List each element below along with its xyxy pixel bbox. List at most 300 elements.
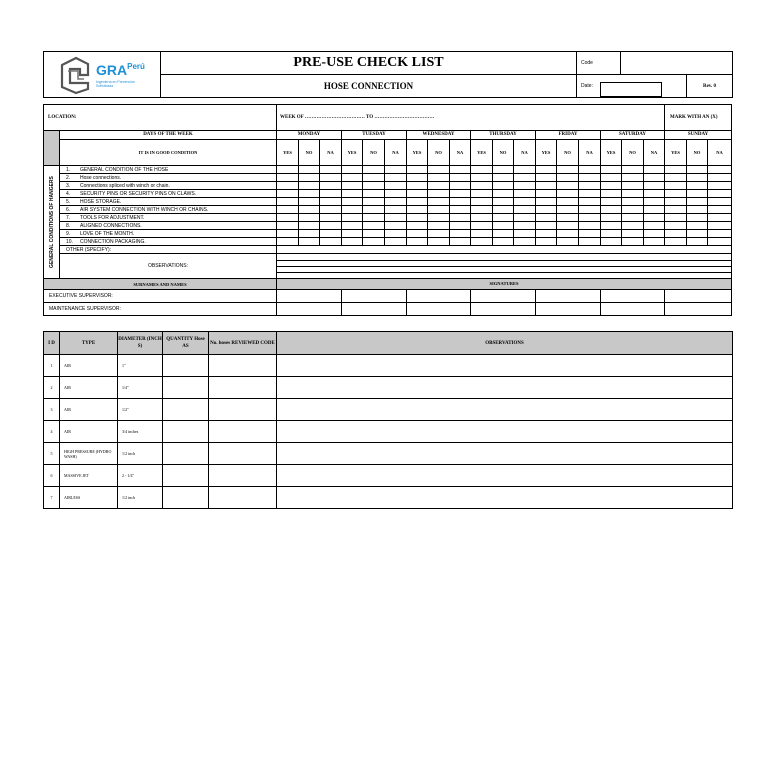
check-cell[interactable]: [579, 198, 601, 206]
check-cell[interactable]: [299, 238, 320, 246]
check-cell[interactable]: [493, 230, 514, 238]
check-cell[interactable]: [342, 206, 363, 214]
check-cell[interactable]: [407, 198, 428, 206]
check-cell[interactable]: [687, 230, 708, 238]
hose-diameter: 3/4 inches: [118, 421, 163, 443]
check-cell[interactable]: [514, 238, 536, 246]
check-cell[interactable]: [363, 238, 385, 246]
check-cell[interactable]: [579, 166, 601, 174]
code-field[interactable]: [621, 52, 733, 75]
check-cell[interactable]: [428, 206, 450, 214]
check-cell[interactable]: [299, 182, 320, 190]
check-cell[interactable]: [428, 182, 450, 190]
hose-observations-field[interactable]: [277, 399, 733, 421]
signature-cell[interactable]: [407, 303, 471, 316]
check-cell[interactable]: [579, 230, 601, 238]
check-cell[interactable]: [407, 238, 428, 246]
check-cell[interactable]: [342, 214, 363, 222]
option-yes-header: YES: [601, 140, 622, 166]
check-cell[interactable]: [407, 222, 428, 230]
check-cell[interactable]: [342, 198, 363, 206]
hose-type: AIR: [60, 421, 118, 443]
check-cell[interactable]: [536, 230, 557, 238]
hose-observations-field[interactable]: [277, 377, 733, 399]
check-cell[interactable]: [299, 230, 320, 238]
other-field[interactable]: [277, 246, 732, 254]
check-cell[interactable]: [493, 166, 514, 174]
check-cell[interactable]: [514, 190, 536, 198]
check-cell[interactable]: [708, 214, 732, 222]
check-cell[interactable]: [277, 182, 299, 190]
checklist-item: [60, 174, 277, 182]
hose-quantity-field[interactable]: [163, 487, 209, 509]
check-cell[interactable]: [644, 182, 665, 190]
check-cell[interactable]: [557, 214, 579, 222]
check-cell[interactable]: [687, 182, 708, 190]
signature-cell[interactable]: [277, 303, 342, 316]
check-cell[interactable]: [450, 230, 471, 238]
hose-reviewed-field[interactable]: [209, 399, 277, 421]
check-cell[interactable]: [320, 174, 342, 182]
hose-type: AIRLESS: [60, 487, 118, 509]
check-cell[interactable]: [363, 190, 385, 198]
check-cell[interactable]: [665, 166, 687, 174]
check-cell[interactable]: [708, 182, 732, 190]
check-cell[interactable]: [557, 190, 579, 198]
check-cell[interactable]: [428, 238, 450, 246]
check-cell[interactable]: [536, 190, 557, 198]
header-table: [43, 51, 733, 98]
check-cell[interactable]: [665, 190, 687, 198]
option-yes-header: YES: [471, 140, 493, 166]
check-cell[interactable]: [557, 182, 579, 190]
check-cell[interactable]: [536, 182, 557, 190]
check-cell[interactable]: [299, 166, 320, 174]
check-cell[interactable]: [407, 182, 428, 190]
item-text: HOSE STORAGE.: [80, 198, 122, 205]
check-cell[interactable]: [450, 166, 471, 174]
names-header: SURNAMES AND NAMES: [44, 279, 277, 290]
check-cell[interactable]: [579, 222, 601, 230]
week-label: WEEK OF ……………………………… TO ………………………………: [277, 105, 665, 131]
hose-observations-field[interactable]: [277, 465, 733, 487]
check-cell[interactable]: [493, 206, 514, 214]
check-cell[interactable]: [687, 190, 708, 198]
check-cell[interactable]: [536, 206, 557, 214]
check-cell[interactable]: [407, 230, 428, 238]
option-no-header: NO: [363, 140, 385, 166]
hose-reviewed-field[interactable]: [209, 377, 277, 399]
check-cell[interactable]: [277, 198, 299, 206]
check-cell[interactable]: [644, 206, 665, 214]
check-cell[interactable]: [665, 182, 687, 190]
hose-type: AIR: [60, 377, 118, 399]
option-no-header: NO: [299, 140, 320, 166]
check-cell[interactable]: [385, 206, 407, 214]
check-cell[interactable]: [644, 190, 665, 198]
check-cell[interactable]: [665, 222, 687, 230]
check-cell[interactable]: [514, 206, 536, 214]
check-cell[interactable]: [601, 206, 622, 214]
check-cell[interactable]: [665, 198, 687, 206]
check-cell[interactable]: [557, 238, 579, 246]
check-cell[interactable]: [385, 174, 407, 182]
signature-cell[interactable]: [536, 303, 601, 316]
check-cell[interactable]: [601, 214, 622, 222]
check-cell[interactable]: [579, 206, 601, 214]
check-cell[interactable]: [450, 174, 471, 182]
check-cell[interactable]: [601, 166, 622, 174]
check-cell[interactable]: [687, 222, 708, 230]
item-number: 6.: [66, 206, 71, 213]
check-cell[interactable]: [579, 174, 601, 182]
item-text: ALIGNED CONNECTIONS.: [80, 222, 142, 229]
check-cell[interactable]: [708, 198, 732, 206]
check-cell[interactable]: [407, 190, 428, 198]
check-cell[interactable]: [622, 174, 644, 182]
check-cell[interactable]: [708, 190, 732, 198]
observations-field[interactable]: [277, 254, 732, 279]
check-cell[interactable]: [622, 198, 644, 206]
check-cell[interactable]: [665, 214, 687, 222]
hose-observations-field[interactable]: [277, 443, 733, 465]
check-cell[interactable]: [644, 230, 665, 238]
check-cell[interactable]: [708, 174, 732, 182]
hose-quantity-field[interactable]: [163, 421, 209, 443]
logo-cell: [44, 52, 161, 98]
check-cell[interactable]: [407, 166, 428, 174]
side-label: GENERAL CONDITIONS OF HANGERS: [44, 166, 60, 279]
check-cell[interactable]: [450, 214, 471, 222]
check-cell[interactable]: [644, 214, 665, 222]
check-cell[interactable]: [363, 182, 385, 190]
check-cell[interactable]: [428, 230, 450, 238]
check-cell[interactable]: [342, 174, 363, 182]
check-cell[interactable]: [665, 230, 687, 238]
check-cell[interactable]: [363, 214, 385, 222]
check-cell[interactable]: [471, 198, 493, 206]
hose-reviewed-field[interactable]: [209, 487, 277, 509]
check-cell[interactable]: [320, 230, 342, 238]
check-cell[interactable]: [687, 166, 708, 174]
check-cell[interactable]: [579, 238, 601, 246]
check-cell[interactable]: [385, 222, 407, 230]
item-number: 8.: [66, 222, 71, 229]
check-cell[interactable]: [493, 198, 514, 206]
check-cell[interactable]: [320, 206, 342, 214]
hose-id: 3: [44, 399, 60, 421]
check-cell[interactable]: [299, 214, 320, 222]
check-cell[interactable]: [644, 198, 665, 206]
check-cell[interactable]: [342, 190, 363, 198]
check-cell[interactable]: [579, 190, 601, 198]
check-cell[interactable]: [514, 230, 536, 238]
check-cell[interactable]: [299, 198, 320, 206]
check-cell[interactable]: [299, 174, 320, 182]
item-text: LOVE OF THE MONTH.: [80, 230, 135, 237]
check-cell[interactable]: [493, 222, 514, 230]
check-cell[interactable]: [622, 166, 644, 174]
signature-cell[interactable]: [277, 290, 342, 303]
check-cell[interactable]: [687, 174, 708, 182]
check-cell[interactable]: [363, 174, 385, 182]
logo-icon: [58, 55, 94, 95]
check-cell[interactable]: [277, 214, 299, 222]
check-cell[interactable]: [514, 174, 536, 182]
option-na-header: NA: [579, 140, 601, 166]
check-cell[interactable]: [471, 190, 493, 198]
check-cell[interactable]: [708, 166, 732, 174]
check-cell[interactable]: [385, 182, 407, 190]
check-cell[interactable]: [665, 206, 687, 214]
check-cell[interactable]: [708, 206, 732, 214]
day-thursday: THURSDAY: [471, 131, 536, 140]
check-cell[interactable]: [277, 190, 299, 198]
hose-quantity-field[interactable]: [163, 355, 209, 377]
item-text: SECURITY PINS OR SECURITY PINS ON CLAWS.: [80, 190, 197, 197]
hose-reviewed-field[interactable]: [209, 421, 277, 443]
item-number: 10.: [66, 238, 73, 245]
date-field[interactable]: [600, 82, 662, 97]
check-cell[interactable]: [385, 230, 407, 238]
check-cell[interactable]: [277, 174, 299, 182]
check-cell[interactable]: [601, 198, 622, 206]
check-cell[interactable]: [708, 230, 732, 238]
signature-cell[interactable]: [342, 290, 407, 303]
option-no-header: NO: [687, 140, 708, 166]
code-label: Code: [577, 52, 621, 75]
check-cell[interactable]: [687, 206, 708, 214]
check-cell[interactable]: [428, 190, 450, 198]
check-cell[interactable]: [557, 198, 579, 206]
check-cell[interactable]: [644, 174, 665, 182]
hose-diameter: 1/2": [118, 399, 163, 421]
check-cell[interactable]: [320, 166, 342, 174]
header-observations: OBSERVATIONS: [277, 332, 733, 355]
check-cell[interactable]: [450, 222, 471, 230]
check-cell[interactable]: [514, 222, 536, 230]
hose-reviewed-field[interactable]: [209, 465, 277, 487]
location-label: LOCATION:: [44, 105, 277, 131]
option-na-header: NA: [320, 140, 342, 166]
check-cell[interactable]: [277, 166, 299, 174]
check-cell[interactable]: [622, 214, 644, 222]
check-cell[interactable]: [622, 206, 644, 214]
check-cell[interactable]: [557, 174, 579, 182]
check-cell[interactable]: [622, 182, 644, 190]
check-cell[interactable]: [277, 222, 299, 230]
hose-observations-field[interactable]: [277, 355, 733, 377]
check-cell[interactable]: [536, 198, 557, 206]
check-cell[interactable]: [601, 222, 622, 230]
check-cell[interactable]: [687, 238, 708, 246]
check-cell[interactable]: [320, 190, 342, 198]
check-cell[interactable]: [428, 198, 450, 206]
check-cell[interactable]: [363, 166, 385, 174]
check-cell[interactable]: [471, 166, 493, 174]
check-cell[interactable]: [299, 206, 320, 214]
hose-quantity-field[interactable]: [163, 443, 209, 465]
check-cell[interactable]: [385, 190, 407, 198]
check-cell[interactable]: [687, 198, 708, 206]
check-cell[interactable]: [514, 166, 536, 174]
check-cell[interactable]: [514, 214, 536, 222]
hose-reviewed-field[interactable]: [209, 443, 277, 465]
check-cell[interactable]: [493, 214, 514, 222]
check-cell[interactable]: [493, 174, 514, 182]
checklist-item: [60, 230, 277, 238]
check-cell[interactable]: [493, 238, 514, 246]
check-cell[interactable]: [622, 230, 644, 238]
hose-id: 2: [44, 377, 60, 399]
check-cell[interactable]: [320, 198, 342, 206]
check-cell[interactable]: [385, 214, 407, 222]
check-cell[interactable]: [320, 182, 342, 190]
check-cell[interactable]: [342, 238, 363, 246]
signature-role: MAINTENANCE SUPERVISOR:: [44, 303, 277, 316]
gray-gutter: [44, 131, 60, 166]
signature-cell[interactable]: [536, 290, 601, 303]
hose-quantity-field[interactable]: [163, 399, 209, 421]
hose-quantity-field[interactable]: [163, 465, 209, 487]
check-cell[interactable]: [687, 214, 708, 222]
hose-reviewed-field[interactable]: [209, 355, 277, 377]
check-cell[interactable]: [665, 174, 687, 182]
check-cell[interactable]: [471, 206, 493, 214]
check-cell[interactable]: [708, 222, 732, 230]
check-cell[interactable]: [665, 238, 687, 246]
check-cell[interactable]: [601, 230, 622, 238]
hose-quantity-field[interactable]: [163, 377, 209, 399]
check-cell[interactable]: [557, 222, 579, 230]
check-cell[interactable]: [579, 182, 601, 190]
check-cell[interactable]: [450, 198, 471, 206]
hose-diameter: 1/4": [118, 377, 163, 399]
check-cell[interactable]: [557, 206, 579, 214]
page-title: PRE-USE CHECK LIST: [161, 52, 577, 75]
check-cell[interactable]: [342, 182, 363, 190]
day-saturday: SATURDAY: [601, 131, 665, 140]
hose-diameter: 1/2 inch: [118, 487, 163, 509]
check-cell[interactable]: [428, 174, 450, 182]
check-cell[interactable]: [450, 182, 471, 190]
check-cell[interactable]: [644, 238, 665, 246]
check-cell[interactable]: [601, 238, 622, 246]
check-cell[interactable]: [450, 206, 471, 214]
check-cell[interactable]: [514, 198, 536, 206]
check-cell[interactable]: [407, 174, 428, 182]
check-cell[interactable]: [363, 206, 385, 214]
signature-cell[interactable]: [601, 290, 665, 303]
check-cell[interactable]: [320, 222, 342, 230]
check-cell[interactable]: [557, 230, 579, 238]
check-cell[interactable]: [471, 238, 493, 246]
check-cell[interactable]: [320, 238, 342, 246]
checklist-item: [60, 238, 277, 246]
option-na-header: NA: [644, 140, 665, 166]
check-cell[interactable]: [385, 238, 407, 246]
check-cell[interactable]: [342, 230, 363, 238]
check-cell[interactable]: [471, 214, 493, 222]
check-cell[interactable]: [428, 166, 450, 174]
check-cell[interactable]: [385, 198, 407, 206]
check-cell[interactable]: [450, 238, 471, 246]
check-cell[interactable]: [622, 222, 644, 230]
check-cell[interactable]: [536, 214, 557, 222]
item-text: GENERAL CONDITION OF THE HOSE: [80, 166, 169, 173]
checklist-item: [60, 166, 277, 174]
check-cell[interactable]: [493, 190, 514, 198]
check-cell[interactable]: [622, 190, 644, 198]
check-cell[interactable]: [514, 182, 536, 190]
item-text: Hose connections.: [80, 174, 122, 181]
check-cell[interactable]: [708, 238, 732, 246]
check-cell[interactable]: [320, 214, 342, 222]
hose-diameter: 2 - 1/4": [118, 465, 163, 487]
hose-id: 5: [44, 443, 60, 465]
check-cell[interactable]: [536, 238, 557, 246]
check-cell[interactable]: [471, 174, 493, 182]
check-cell[interactable]: [601, 182, 622, 190]
check-cell[interactable]: [644, 166, 665, 174]
signature-role: EXECUTIVE SUPERVISOR:: [44, 290, 277, 303]
check-cell[interactable]: [299, 222, 320, 230]
check-cell[interactable]: [536, 174, 557, 182]
check-cell[interactable]: [644, 222, 665, 230]
check-cell[interactable]: [385, 166, 407, 174]
check-cell[interactable]: [536, 166, 557, 174]
signature-cell[interactable]: [342, 303, 407, 316]
signature-cell[interactable]: [407, 290, 471, 303]
check-cell[interactable]: [407, 214, 428, 222]
signature-cell[interactable]: [471, 290, 536, 303]
check-cell[interactable]: [363, 198, 385, 206]
check-cell[interactable]: [601, 174, 622, 182]
check-cell[interactable]: [471, 222, 493, 230]
check-cell[interactable]: [493, 182, 514, 190]
check-cell[interactable]: [428, 222, 450, 230]
check-cell[interactable]: [342, 166, 363, 174]
check-cell[interactable]: [428, 214, 450, 222]
signature-cell[interactable]: [601, 303, 665, 316]
hose-id: 1: [44, 355, 60, 377]
check-cell[interactable]: [277, 230, 299, 238]
check-cell[interactable]: [601, 190, 622, 198]
option-no-header: NO: [493, 140, 514, 166]
check-cell[interactable]: [557, 166, 579, 174]
check-cell[interactable]: [471, 182, 493, 190]
check-cell[interactable]: [407, 206, 428, 214]
check-cell[interactable]: [363, 230, 385, 238]
check-cell[interactable]: [277, 206, 299, 214]
hose-observations-field[interactable]: [277, 487, 733, 509]
check-cell[interactable]: [363, 222, 385, 230]
hose-observations-field[interactable]: [277, 421, 733, 443]
check-cell[interactable]: [450, 190, 471, 198]
check-cell[interactable]: [342, 222, 363, 230]
signature-cell[interactable]: [471, 303, 536, 316]
day-tuesday: TUESDAY: [342, 131, 407, 140]
check-cell[interactable]: [579, 214, 601, 222]
check-cell[interactable]: [536, 222, 557, 230]
check-cell[interactable]: [471, 230, 493, 238]
header-type: TYPE: [60, 332, 118, 355]
check-cell[interactable]: [622, 238, 644, 246]
signature-cell[interactable]: [665, 290, 732, 303]
check-cell[interactable]: [277, 238, 299, 246]
check-cell[interactable]: [299, 190, 320, 198]
signature-cell[interactable]: [665, 303, 732, 316]
